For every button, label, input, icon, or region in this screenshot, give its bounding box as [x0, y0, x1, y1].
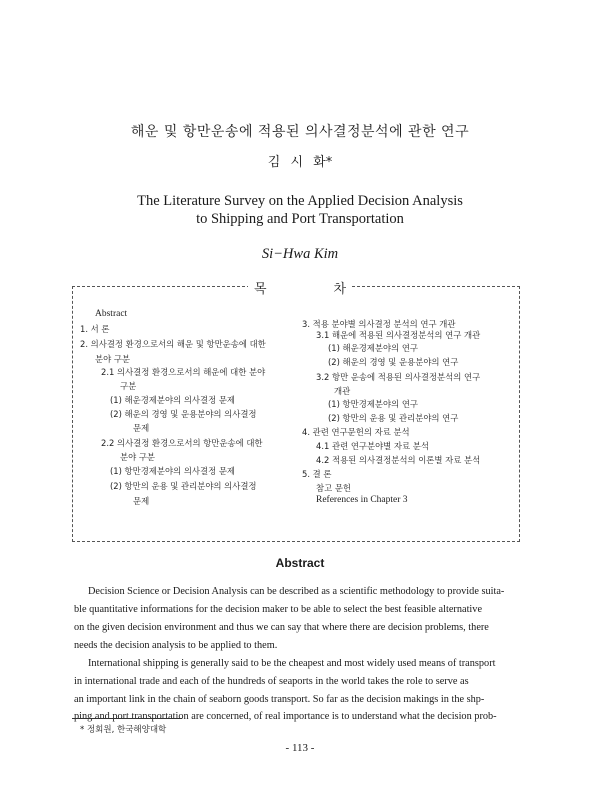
toc-left-item: 구분 [120, 381, 137, 391]
toc-left-item: 분야 구분 [95, 354, 131, 364]
title-english-line1: The Literature Survey on the Applied Decision Analysis [137, 193, 463, 209]
toc-right-item: 3.1 해운에 적용된 의사결정분석의 연구 개관 [316, 330, 481, 340]
abstract-line: Decision Science or Decision Analysis can be described as a scientific methodology to provide suita- [88, 586, 505, 597]
abstract-line: on the given decision environment and thus we can say that where there are decision problems, there [74, 622, 489, 633]
toc-right-item: (1) 해운경제분야의 연구 [328, 343, 418, 353]
toc-heading-right: 차 [333, 282, 346, 297]
footnote: * 정회원, 한국해양대학 [80, 725, 167, 735]
toc-left-item: 2.2 의사결정 환경으로서의 항만운송에 대한 [101, 438, 263, 448]
abstract-line: an important link in the chain of seaborn goods transport. So far as the decision makings in the shp- [74, 694, 485, 705]
title-english-line2: to Shipping and Port Transportation [196, 211, 404, 227]
toc-right-item: (1) 항만경제분야의 연구 [328, 399, 418, 409]
toc-left-item: (1) 항만경제분야의 의사결정 문제 [110, 466, 236, 476]
author-korean: 김 시 화* [267, 155, 333, 170]
abstract-line: ping and port transportation are concerned, of real importance is to understand what the decision prob- [74, 711, 497, 722]
toc-heading [248, 278, 352, 297]
page-number: - 113 - [285, 742, 315, 754]
abstract-line: in international trade and each of the hundreds of seaports in the world takes the role to serve as [74, 676, 469, 687]
toc-right-item: 개관 [334, 386, 351, 396]
title-korean: 해운 및 항만운송에 적용된 의사결정분석에 관한 연구 [130, 124, 470, 140]
toc-left-item: 2.1 의사결정 환경으로서의 해운에 대한 분야 [101, 367, 266, 377]
toc-left-item: 문제 [133, 423, 150, 433]
toc-left-item: 1. 서 론 [80, 324, 110, 334]
toc-right-item: (2) 항만의 운용 및 관리분야의 연구 [328, 413, 459, 423]
toc-right-item: 4.1 관련 연구분야별 자료 분석 [316, 441, 429, 451]
toc-right-item: 4.2 적용된 의사결정분석의 이론별 자료 분석 [316, 455, 481, 465]
toc-right-item: 3. 적용 분야별 의사결정 분석의 연구 개관 [302, 319, 456, 329]
toc-left-item: (1) 해운경제분야의 의사결정 문제 [110, 395, 236, 405]
abstract-line: needs the decision analysis to be applied to them. [74, 640, 278, 651]
toc-heading-left: 목 [254, 282, 267, 297]
toc-left-item: 2. 의사결정 환경으로서의 해운 및 항만운송에 대한 [80, 339, 266, 349]
author-english: Si−Hwa Kim [261, 246, 339, 262]
toc-left-item: (2) 항만의 운용 및 관리분야의 의사결정 [110, 481, 257, 491]
toc-left-item: (2) 해운의 경영 및 운용분야의 의사결정 [110, 409, 257, 419]
toc-right-item: (2) 해운의 경영 및 운용분야의 연구 [328, 357, 459, 367]
toc-left-item: 문제 [133, 496, 150, 506]
footnote-rule [72, 718, 182, 719]
toc-left-item: Abstract [95, 309, 128, 319]
toc-right-item: 4. 관련 연구문헌의 자료 분석 [302, 427, 410, 437]
abstract-line: International shipping is generally said to be the cheapest and most widely used means of transport [88, 658, 496, 669]
toc-right-item: 3.2 항만 운송에 적용된 의사결정분석의 연구 [316, 372, 481, 382]
abstract-line: ble quantitative informations for the decision maker to be able to select the best feasible alternative [74, 604, 483, 615]
toc-right-item: 5. 결 론 [302, 469, 332, 479]
toc-right-item: 참고 문헌 [316, 483, 352, 493]
toc-left-item: 분야 구분 [120, 452, 156, 462]
toc-right-item: References in Chapter 3 [316, 495, 408, 505]
abstract-heading: Abstract [275, 556, 325, 570]
